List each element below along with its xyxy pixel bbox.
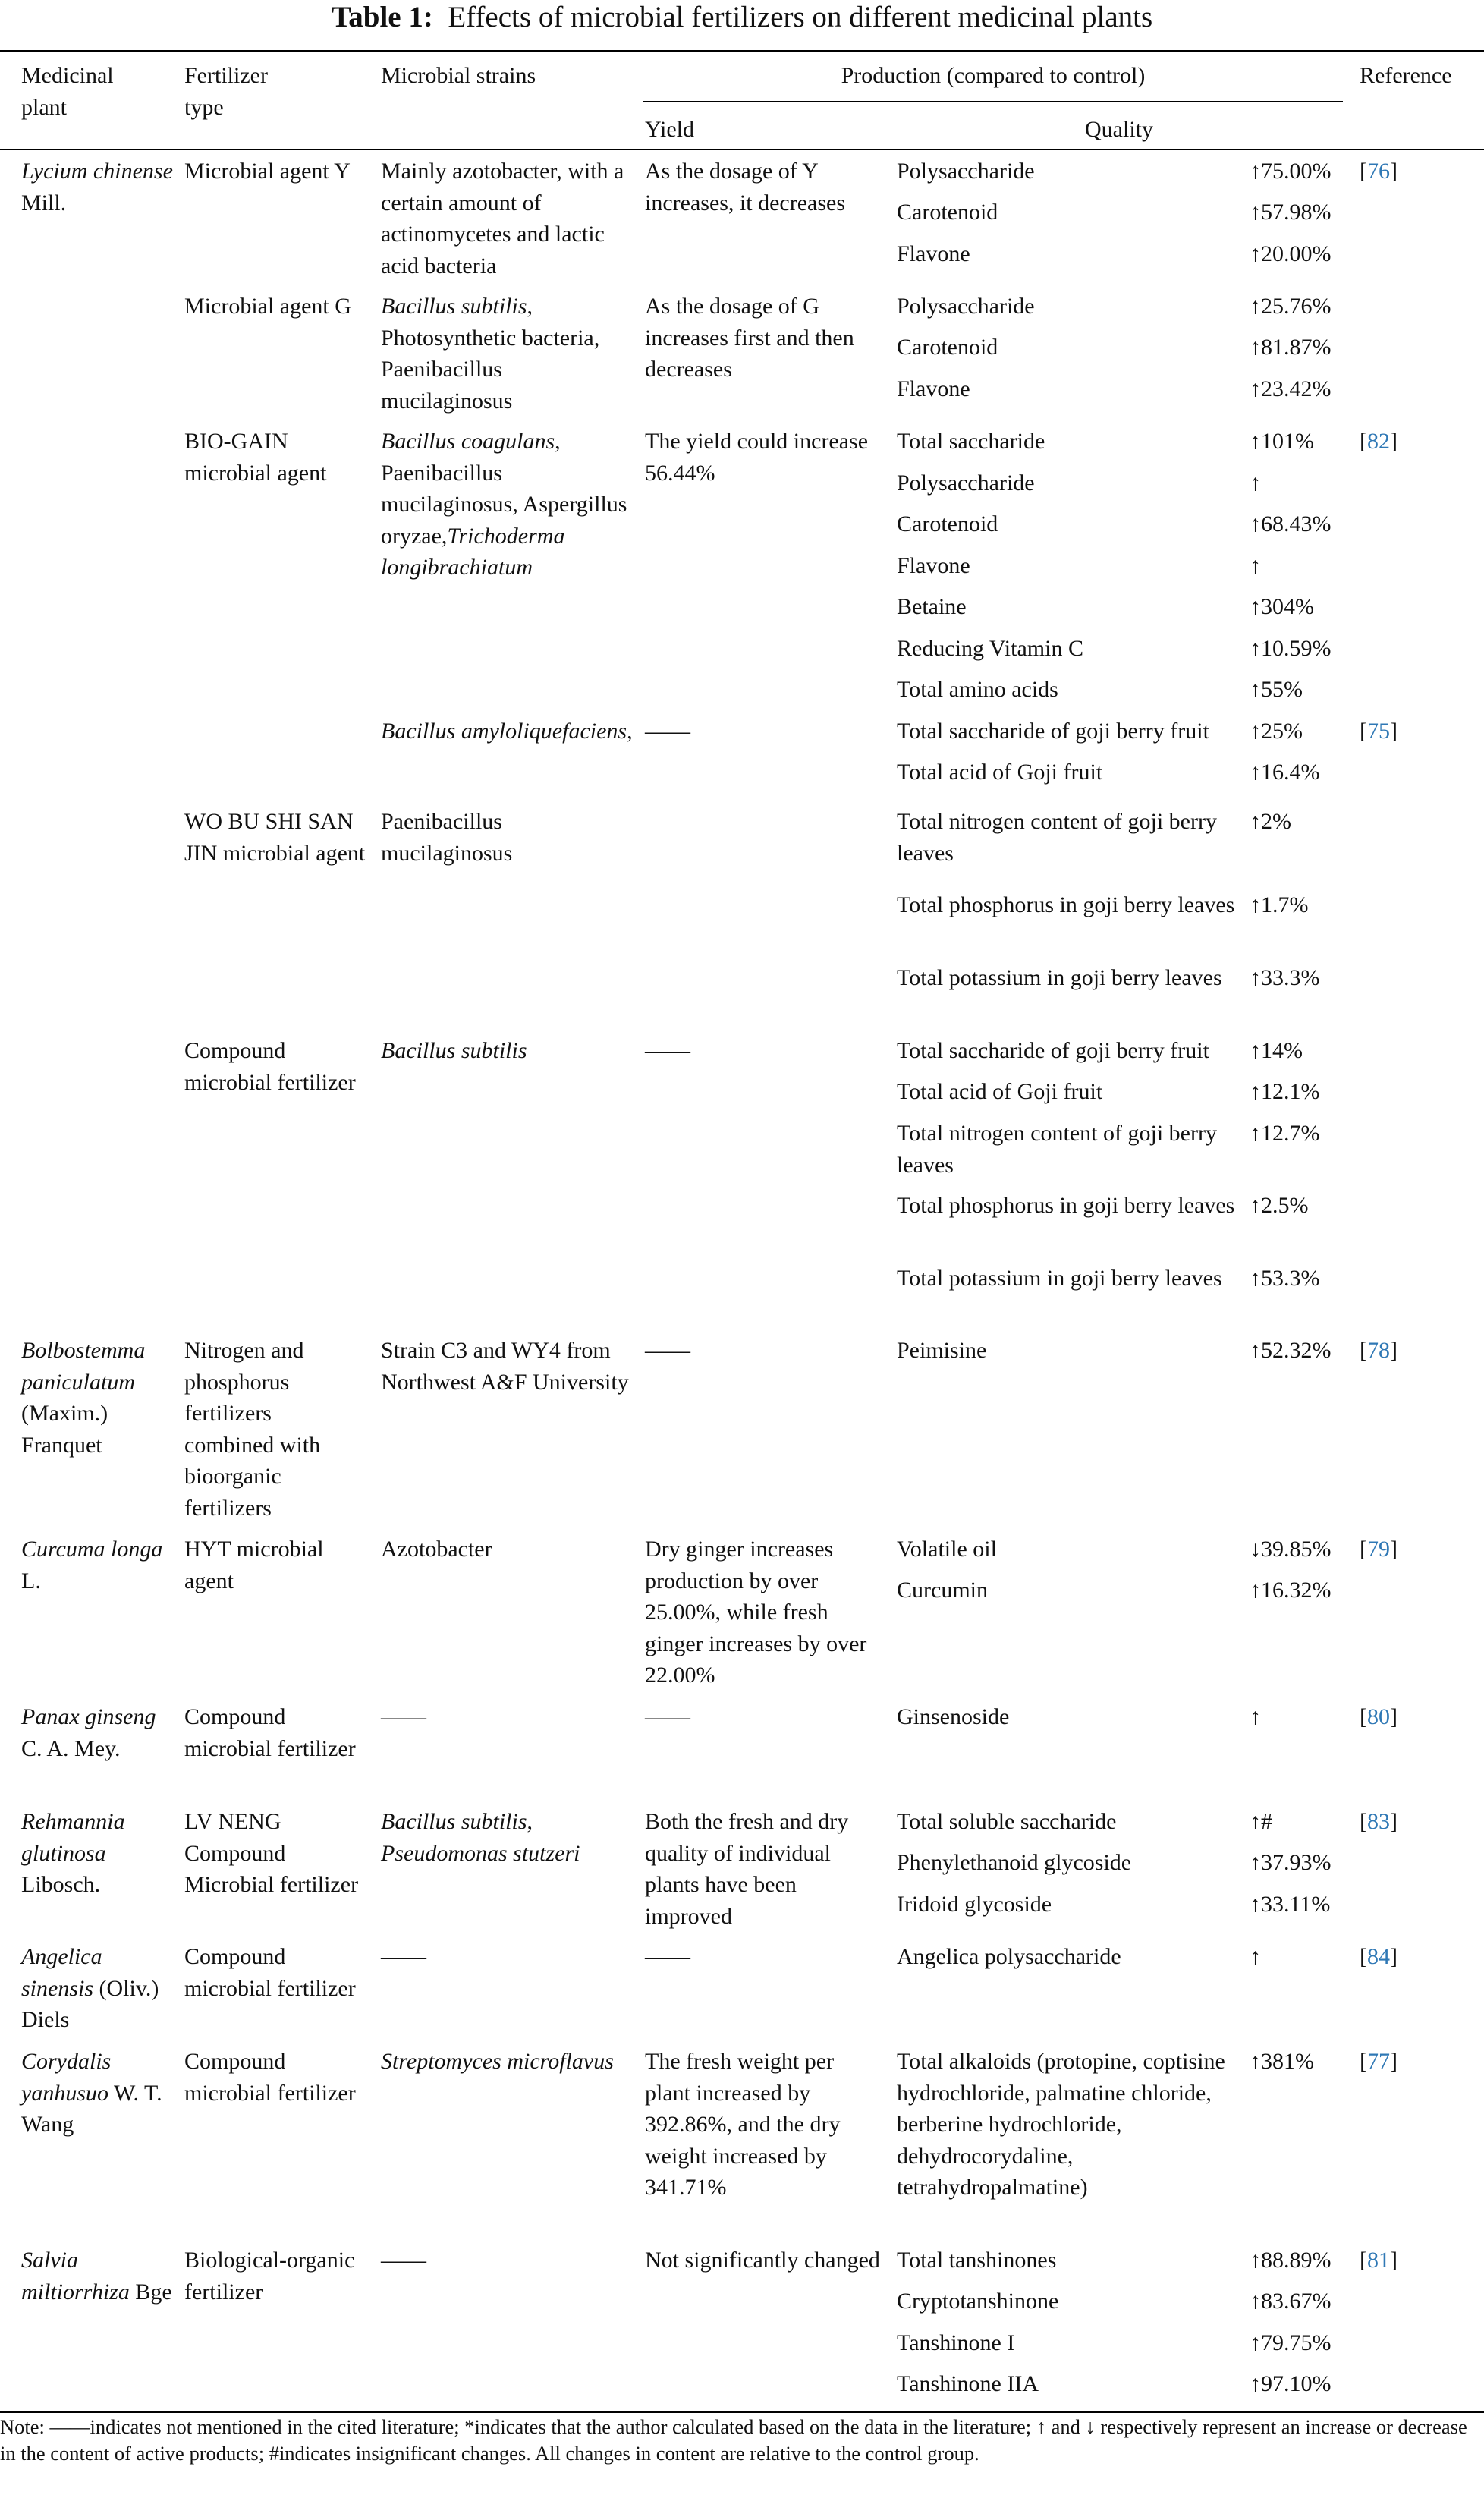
text-part: ↑68.43%	[1250, 511, 1332, 536]
quality-value	[1250, 2286, 1356, 2317]
text-part: Ginsenoside	[897, 1704, 1010, 1729]
quality-value	[1250, 2245, 1356, 2276]
text-part: As the dosage of G increases first and then decreases	[645, 294, 854, 382]
header-strains: Microbial strains	[381, 63, 536, 88]
reference: [79]	[1360, 1537, 1398, 1562]
fertilizer-type	[184, 156, 366, 187]
quality-name	[897, 550, 1246, 582]
text-part: Betaine	[897, 594, 967, 619]
text-part: ↑16.4%	[1250, 760, 1320, 785]
text-part: ——	[381, 1704, 426, 1729]
quality-value	[1250, 508, 1356, 540]
text-part: Carotenoid	[897, 511, 998, 536]
yield-value	[645, 426, 880, 489]
reference: [80]	[1360, 1704, 1398, 1729]
header-plant: Medicinal plant	[21, 63, 114, 120]
text-part: Not significantly changed	[645, 2248, 880, 2273]
text-part: Cryptotanshinone	[897, 2289, 1059, 2314]
yield-value	[645, 156, 880, 219]
text-part: Mill.	[21, 190, 67, 216]
text-part: ↑57.98%	[1250, 200, 1332, 225]
microbial-strain	[381, 2245, 633, 2276]
quality-value	[1250, 962, 1356, 994]
fertilizer-type	[184, 1035, 366, 1098]
text-part: ↑25.76%	[1250, 294, 1332, 319]
text-part: ↑	[1250, 470, 1261, 496]
text-part: Bacillus subtilis	[381, 1809, 527, 1834]
text-part: ↑33.3%	[1250, 965, 1320, 990]
plant-name	[21, 1806, 173, 1901]
plant-name	[21, 2245, 173, 2308]
text-part: ↑81.87%	[1250, 335, 1332, 360]
text-part: ↑1.7%	[1250, 892, 1309, 917]
plant-name	[21, 2046, 173, 2141]
quality-name	[897, 757, 1246, 788]
text-part: Biological-organic fertilizer	[184, 2248, 355, 2305]
quality-name	[897, 674, 1246, 706]
yield-value	[645, 1534, 880, 1691]
microbial-strain	[381, 291, 633, 417]
header-fertilizer: Fertilizer type	[184, 63, 268, 120]
quality-value	[1250, 1263, 1356, 1295]
quality-value	[1250, 1335, 1356, 1367]
text-part: Angelica sinensis	[21, 1944, 102, 2001]
text-part: ↑23.42%	[1250, 376, 1332, 401]
quality-name	[897, 1263, 1246, 1295]
microbial-strain	[381, 1335, 633, 1398]
text-part: Bge	[129, 2279, 172, 2305]
quality-value	[1250, 633, 1356, 665]
text-part: Streptomyces microflavus	[381, 2049, 614, 2074]
quality-value	[1250, 1847, 1356, 1879]
quality-name	[897, 426, 1246, 458]
fertilizer-type	[184, 1534, 366, 1597]
text-part: HYT microbial agent	[184, 1537, 324, 1593]
text-part: Carotenoid	[897, 200, 998, 225]
text-part: ↑10.59%	[1250, 636, 1332, 661]
text-part: W. T. Wang	[21, 2080, 162, 2137]
quality-value	[1250, 197, 1356, 228]
quality-name	[897, 2245, 1246, 2276]
text-part: Both the fresh and dry quality of individual plants have been improved	[645, 1809, 849, 1929]
quality-name	[897, 2327, 1246, 2359]
reference: [77]	[1360, 2049, 1398, 2074]
text-part: Compound microbial fertilizer	[184, 1038, 356, 1095]
text-part: Polysaccharide	[897, 294, 1035, 319]
text-part: ↑55%	[1250, 677, 1303, 702]
yield-value	[645, 1941, 880, 1973]
quality-name	[897, 1035, 1246, 1067]
microbial-strain	[381, 806, 633, 869]
text-part: Bacillus subtilis	[381, 294, 527, 319]
fertilizer-type	[184, 1941, 366, 2004]
reference: [83]	[1360, 1809, 1398, 1834]
fertilizer-type	[184, 1806, 366, 1901]
quality-name	[897, 467, 1246, 499]
text-part: Compound microbial fertilizer	[184, 1944, 356, 2001]
quality-value	[1250, 1701, 1356, 1733]
plant-name	[21, 1941, 173, 2036]
quality-value	[1250, 467, 1356, 499]
text-part: ↑25%	[1250, 719, 1303, 744]
text-part: Paenibacillus mucilaginosus	[381, 809, 513, 866]
text-part: Angelica polysaccharide	[897, 1944, 1121, 1969]
text-part: ↑2.5%	[1250, 1193, 1309, 1218]
quality-name	[897, 889, 1246, 921]
quality-name	[897, 1575, 1246, 1606]
text-part: (Oliv.) Diels	[21, 1975, 159, 2032]
text-part: Polysaccharide	[897, 470, 1035, 496]
table-caption: Effects of microbial fertilizers on different medicinal plants	[448, 1, 1153, 33]
text-part: ↑75.00%	[1250, 159, 1332, 184]
quality-value	[1250, 716, 1356, 747]
quality-name	[897, 197, 1246, 228]
text-part: ↑52.32%	[1250, 1338, 1332, 1363]
text-part: Bacillus coagulans	[381, 429, 555, 454]
quality-name	[897, 1335, 1246, 1367]
text-part: Tanshinone I	[897, 2330, 1015, 2355]
text-part: ↑53.3%	[1250, 1266, 1320, 1291]
text-part: ,	[627, 719, 633, 744]
fertilizer-type	[184, 291, 366, 322]
quality-value	[1250, 238, 1356, 270]
text-part: The fresh weight per plant increased by 392.86%, and the dry weight increased by 341.71%	[645, 2049, 841, 2200]
text-part: Bolbostemma paniculatum	[21, 1338, 146, 1395]
text-part: Total potassium in goji berry leaves	[897, 1266, 1222, 1291]
text-part: ↑79.75%	[1250, 2330, 1332, 2355]
quality-value	[1250, 1118, 1356, 1150]
header-reference: Reference	[1360, 63, 1452, 88]
text-part: ↑381%	[1250, 2049, 1314, 2074]
text-part: Pseudomonas stutzeri	[381, 1840, 580, 1866]
header-quality: Quality	[1085, 117, 1153, 142]
text-part: Peimisine	[897, 1338, 987, 1363]
quality-value	[1250, 332, 1356, 363]
quality-value	[1250, 591, 1356, 623]
quality-value	[1250, 2368, 1356, 2400]
text-part: Total nitrogen content of goji berry leaves	[897, 809, 1217, 866]
quality-value	[1250, 291, 1356, 322]
quality-value	[1250, 2327, 1356, 2359]
yield-value	[645, 2046, 880, 2204]
text-part: ——	[645, 719, 690, 744]
reference-link[interactable]: 77	[1367, 2049, 1390, 2074]
yield-value	[645, 1701, 880, 1733]
text-part: ↑304%	[1250, 594, 1314, 619]
quality-name	[897, 633, 1246, 665]
text-part: Microbial agent Y	[184, 159, 351, 184]
text-part: Lycium chinense	[21, 159, 173, 184]
text-part: Total phosphorus in goji berry leaves	[897, 1193, 1235, 1218]
yield-value	[645, 1035, 880, 1067]
quality-name	[897, 1941, 1246, 1973]
reference: [84]	[1360, 1944, 1398, 1969]
text-part: ↑97.10%	[1250, 2371, 1332, 2396]
text-part: ↑14%	[1250, 1038, 1303, 1063]
text-part: Reducing Vitamin C	[897, 636, 1083, 661]
quality-name	[897, 1701, 1246, 1733]
text-part: Total alkaloids (protopine, coptisine hydrochloride, palmatine chloride, berberine hydrochloride, dehydrocorydaline, tetrahydropalmatine)	[897, 2049, 1225, 2200]
text-part: Azotobacter	[381, 1537, 492, 1562]
text-part: ↑101%	[1250, 429, 1314, 454]
text-part: Iridoid glycoside	[897, 1892, 1052, 1917]
text-part: Strain C3 and WY4 from Northwest A&F University	[381, 1338, 629, 1395]
text-part: Total potassium in goji berry leaves	[897, 965, 1222, 990]
yield-value	[645, 291, 880, 385]
reference-link[interactable]: 82	[1367, 429, 1390, 454]
quality-value	[1250, 156, 1356, 187]
text-part: The yield could increase 56.44%	[645, 429, 869, 486]
text-part: Total soluble saccharide	[897, 1809, 1117, 1834]
quality-value	[1250, 1889, 1356, 1921]
quality-name	[897, 1534, 1246, 1565]
text-part: Libosch.	[21, 1872, 101, 1897]
quality-value	[1250, 550, 1356, 582]
reference-link[interactable]: 80	[1367, 1704, 1390, 1729]
quality-value	[1250, 1941, 1356, 1973]
text-part: ↑88.89%	[1250, 2248, 1332, 2273]
reference-link[interactable]: 75	[1367, 719, 1390, 744]
text-part: Compound microbial fertilizer	[184, 2049, 356, 2106]
microbial-strain	[381, 716, 633, 747]
text-part: C. A. Mey.	[21, 1735, 121, 1761]
bottom-rule	[0, 2411, 1484, 2413]
quality-value	[1250, 1575, 1356, 1606]
quality-name	[897, 156, 1246, 187]
reference-link[interactable]: 79	[1367, 1537, 1390, 1562]
quality-value	[1250, 373, 1356, 405]
plant-name	[21, 1534, 173, 1597]
quality-value	[1250, 1806, 1356, 1838]
plant-name	[21, 1701, 173, 1764]
plant-name	[21, 1335, 173, 1461]
quality-value	[1250, 1076, 1356, 1108]
text-part: , Photosynthetic bacteria, Paenibacillus mucilaginosus	[381, 294, 600, 414]
text-part: Phenylethanoid glycoside	[897, 1850, 1132, 1875]
text-part: Compound microbial fertilizer	[184, 1704, 356, 1761]
text-part: Total amino acids	[897, 677, 1058, 702]
text-part: ——	[645, 1944, 690, 1969]
quality-name	[897, 1190, 1246, 1222]
text-part: Total saccharide of goji berry fruit	[897, 1038, 1209, 1063]
header-bottom-rule	[0, 149, 1484, 150]
text-part: Total acid of Goji fruit	[897, 760, 1103, 785]
microbial-strain	[381, 1701, 633, 1733]
quality-name	[897, 806, 1246, 869]
quality-name	[897, 332, 1246, 363]
text-part: ↑#	[1250, 1809, 1272, 1834]
microbial-strain	[381, 1806, 633, 1869]
quality-value	[1250, 1534, 1356, 1565]
text-part: ↑2%	[1250, 809, 1291, 834]
table-label: Table 1:	[331, 1, 433, 33]
fertilizer-type	[184, 806, 366, 869]
table-note: Note: ——indicates not mentioned in the cited literature; *indicates that the author calculated based on the data in the literature; ↑ and ↓ respectively represent an increase or decrease in the content of active products; #indicates insignificant changes. All changes in content are relative to the control group.	[0, 2415, 1467, 2465]
text-part: Trichoderma longibrachiatum	[381, 523, 565, 580]
microbial-strain	[381, 2046, 633, 2078]
text-part: (Maxim.) Franquet	[21, 1401, 108, 1458]
text-part: Total saccharide	[897, 429, 1045, 454]
text-part: Total nitrogen content of goji berry leaves	[897, 1121, 1217, 1178]
quality-name	[897, 2368, 1246, 2400]
reference-link[interactable]: 76	[1367, 159, 1390, 184]
header-yield: Yield	[645, 117, 694, 142]
yield-value	[645, 1335, 880, 1367]
reference: [75]	[1360, 719, 1398, 744]
plant-name	[21, 156, 173, 219]
text-part: Total tanshinones	[897, 2248, 1057, 2273]
text-part: Total acid of Goji fruit	[897, 1079, 1103, 1104]
text-part: Mainly azotobacter, with a certain amount of actinomycetes and lactic acid bacteria	[381, 159, 624, 278]
yield-value	[645, 2245, 880, 2276]
quality-name	[897, 238, 1246, 270]
quality-name	[897, 373, 1246, 405]
quality-value	[1250, 1035, 1356, 1067]
text-part: Salvia miltiorrhiza	[21, 2248, 130, 2305]
text-part: Corydalis yanhusuo	[21, 2049, 112, 2106]
text-part: ,	[527, 1809, 533, 1834]
text-part: WO BU SHI SAN JIN microbial agent	[184, 809, 366, 866]
quality-value	[1250, 1190, 1356, 1222]
quality-name	[897, 1118, 1246, 1181]
text-part: Flavone	[897, 376, 970, 401]
quality-name	[897, 1806, 1246, 1838]
quality-name	[897, 1889, 1246, 1921]
text-part: ↑20.00%	[1250, 241, 1332, 266]
text-part: Carotenoid	[897, 335, 998, 360]
text-part: Tanshinone IIA	[897, 2371, 1039, 2396]
text-part: Volatile oil	[897, 1537, 997, 1562]
reference-link[interactable]: 83	[1367, 1809, 1390, 1834]
quality-name	[897, 2286, 1246, 2317]
text-part: Nitrogen and phosphorus fertilizers combined with bioorganic fertilizers	[184, 1338, 321, 1521]
microbial-strain	[381, 156, 633, 282]
reference-link[interactable]: 81	[1367, 2248, 1390, 2273]
text-part: BIO-GAIN microbial agent	[184, 429, 327, 486]
quality-value	[1250, 889, 1356, 921]
quality-value	[1250, 757, 1356, 788]
text-part: Bacillus amyloliquefaciens	[381, 719, 627, 744]
text-part: Flavone	[897, 241, 970, 266]
quality-value	[1250, 2046, 1356, 2078]
text-part: ↑16.32%	[1250, 1578, 1332, 1603]
yield-value	[645, 716, 880, 747]
text-part: Panax ginseng	[21, 1704, 156, 1729]
quality-name	[897, 291, 1246, 322]
quality-name	[897, 1076, 1246, 1108]
text-part: Total saccharide of goji berry fruit	[897, 719, 1209, 744]
header-production: Production (compared to control)	[841, 63, 1146, 88]
fertilizer-type	[184, 1701, 366, 1764]
text-part: L.	[21, 1568, 41, 1593]
quality-value	[1250, 426, 1356, 458]
microbial-strain	[381, 1035, 633, 1067]
reference-link[interactable]: 84	[1367, 1944, 1390, 1969]
text-part: ——	[645, 1704, 690, 1729]
text-part: , Paenibacillus mucilaginosus, Aspergillus oryzae,	[381, 429, 627, 549]
text-part: Rehmannia glutinosa	[21, 1809, 125, 1866]
microbial-strain	[381, 426, 633, 584]
quality-value	[1250, 674, 1356, 706]
text-part: ↑	[1250, 1704, 1261, 1729]
text-part: ——	[381, 2248, 426, 2273]
text-part: Flavone	[897, 553, 970, 578]
reference: [78]	[1360, 1338, 1398, 1363]
top-rule	[0, 50, 1484, 52]
microbial-strain	[381, 1941, 633, 1973]
fertilizer-type	[184, 1335, 366, 1524]
text-part: Curcuma longa	[21, 1537, 163, 1562]
microbial-strain	[381, 1534, 633, 1565]
text-part: Bacillus subtilis	[381, 1038, 527, 1063]
production-rule	[643, 101, 1343, 102]
text-part: Microbial agent G	[184, 294, 351, 319]
yield-value	[645, 1806, 880, 1932]
text-part: ↓39.85%	[1250, 1537, 1332, 1562]
text-part: ↑12.7%	[1250, 1121, 1320, 1146]
text-part: ↑37.93%	[1250, 1850, 1332, 1875]
quality-name	[897, 2046, 1246, 2204]
quality-name	[897, 716, 1246, 747]
text-part: ↑83.67%	[1250, 2289, 1332, 2314]
quality-name	[897, 508, 1246, 540]
text-part: ↑12.1%	[1250, 1079, 1320, 1104]
text-part: ↑	[1250, 1944, 1261, 1969]
text-part: Total phosphorus in goji berry leaves	[897, 892, 1235, 917]
reference: [82]	[1360, 429, 1398, 454]
reference-link[interactable]: 78	[1367, 1338, 1390, 1363]
text-part: ↑33.11%	[1250, 1892, 1331, 1917]
quality-name	[897, 591, 1246, 623]
fertilizer-type	[184, 426, 366, 489]
text-part: Curcumin	[897, 1578, 988, 1603]
text-part: ——	[645, 1338, 690, 1363]
quality-value	[1250, 806, 1356, 838]
text-part: ——	[645, 1038, 690, 1063]
table-title	[0, 0, 1484, 35]
text-part: ↑	[1250, 553, 1261, 578]
fertilizer-type	[184, 2046, 366, 2109]
reference: [76]	[1360, 159, 1398, 184]
text-part: Polysaccharide	[897, 159, 1035, 184]
text-part: LV NENG Compound Microbial fertilizer	[184, 1809, 359, 1897]
text-part: As the dosage of Y increases, it decreases	[645, 159, 846, 216]
text-part: Dry ginger increases production by over 25.00%, while fresh ginger increases by over 22.00%	[645, 1537, 867, 1688]
reference: [81]	[1360, 2248, 1398, 2273]
quality-name	[897, 962, 1246, 994]
text-part: ——	[381, 1944, 426, 1969]
quality-name	[897, 1847, 1246, 1879]
fertilizer-type	[184, 2245, 366, 2308]
